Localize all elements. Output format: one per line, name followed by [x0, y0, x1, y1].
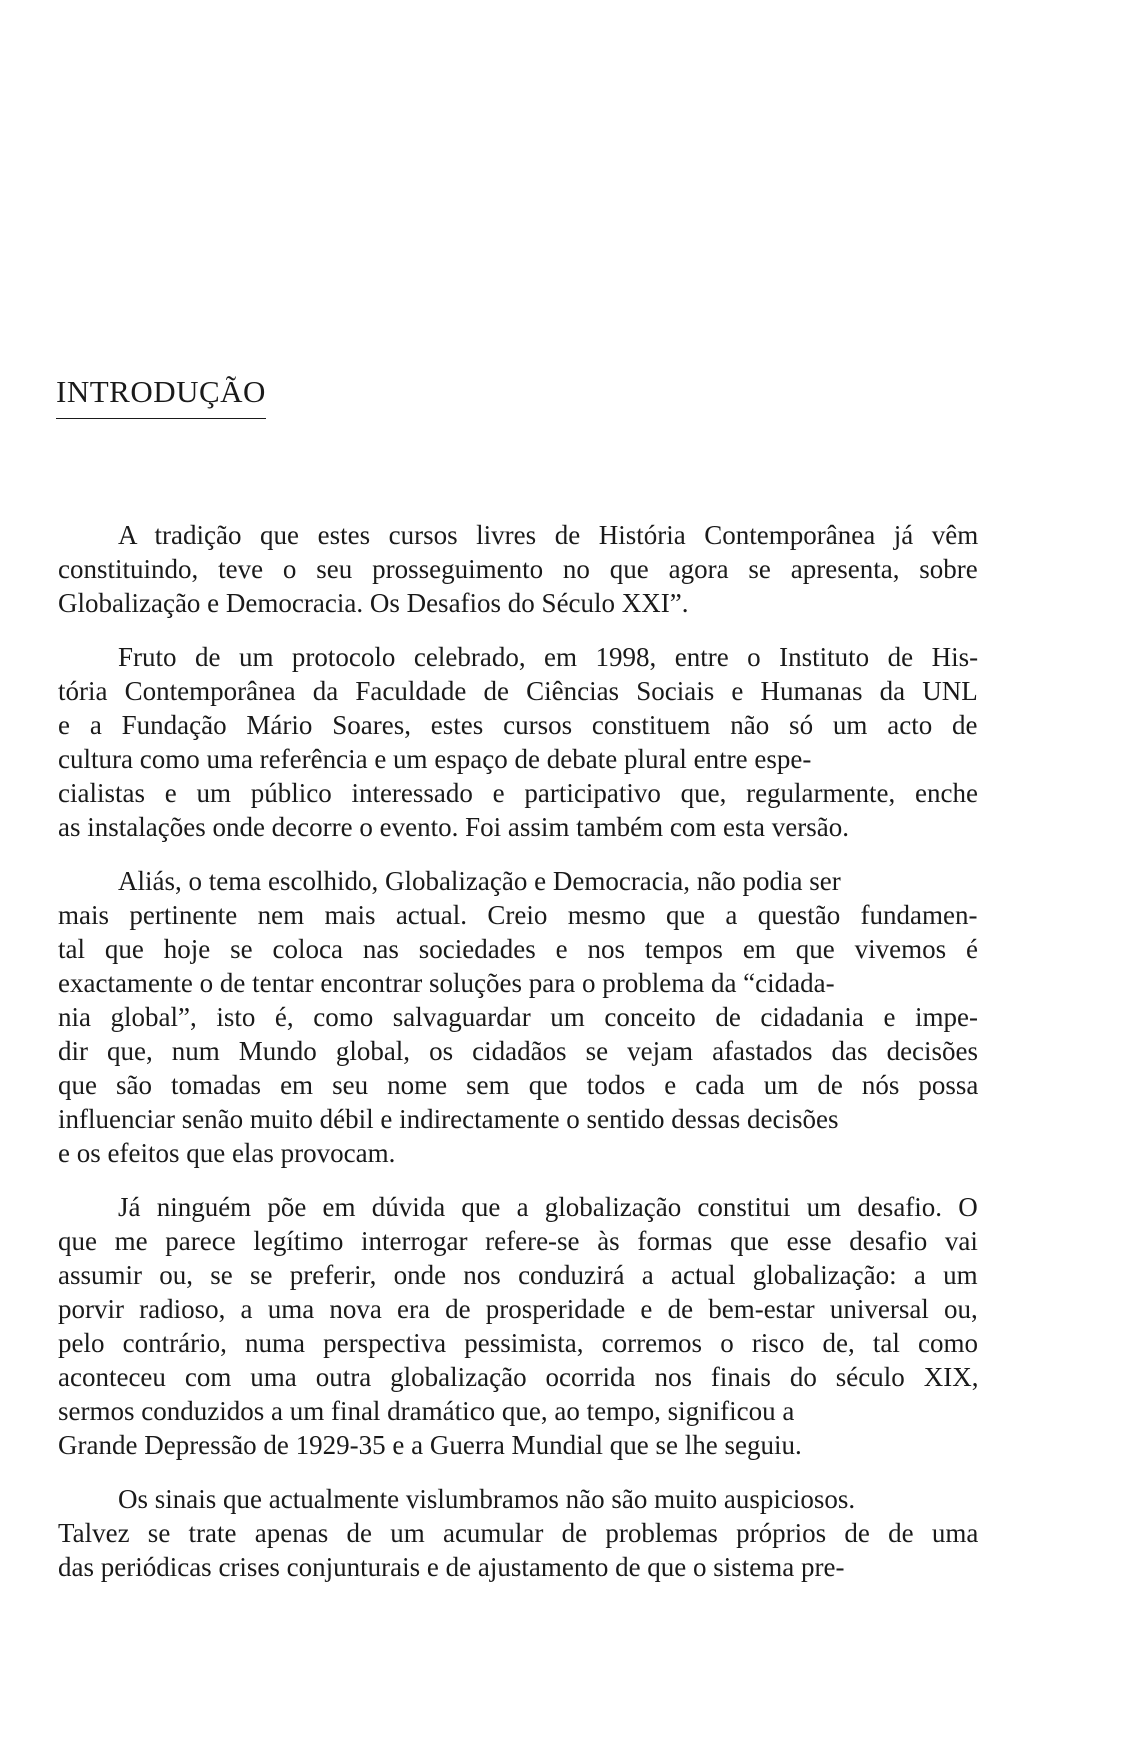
text-line: que me parece legítimo interrogar refere-se às formas que esse desafio vai — [58, 1226, 978, 1256]
text-line: influenciar senão muito débil e indirectamente o sentido dessas decisões — [58, 1104, 839, 1134]
text-line: Fruto de um protocolo celebrado, em 1998, entre o Instituto de His- — [118, 642, 979, 672]
text-line: cultura como uma referência e um espaço de debate plural entre espe- — [58, 744, 812, 774]
text-line: A tradição que estes cursos livres de História Contemporânea já vêm — [118, 520, 979, 550]
text-line: porvir radioso, a uma nova era de prosperidade e de bem-estar universal ou, — [58, 1294, 978, 1324]
text-line: Aliás, o tema escolhido, Globalização e Democracia, não podia ser — [118, 866, 841, 896]
text-line: Globalização e Democracia. Os Desafios do Século XXI”. — [58, 588, 689, 618]
chapter-heading: INTRODUÇÃO — [56, 372, 266, 419]
text-line: Já ninguém põe em dúvida que a globalização constitui um desafio. O — [118, 1192, 978, 1222]
text-line: Os sinais que actualmente vislumbramos não são muito auspiciosos. — [118, 1484, 856, 1514]
text-line: Grande Depressão de 1929-35 e a Guerra Mundial que se lhe seguiu. — [58, 1430, 802, 1460]
text-line: que são tomadas em seu nome sem que todos e cada um de nós possa — [58, 1070, 979, 1100]
text-line: tória Contemporânea da Faculdade de Ciências Sociais e Humanas da UNL — [58, 676, 978, 706]
text-line: pelo contrário, numa perspectiva pessimista, corremos o risco de, tal como — [58, 1328, 979, 1358]
text-line: cialistas e um público interessado e participativo que, regularmente, enche — [58, 778, 978, 808]
text-line: das periódicas crises conjunturais e de ajustamento de que o sistema pre- — [58, 1552, 845, 1582]
text-line: e os efeitos que elas provocam. — [58, 1138, 396, 1168]
text-line: nia global”, isto é, como salvaguardar um conceito de cidadania e impe- — [58, 1002, 978, 1032]
text-line: tal que hoje se coloca nas sociedades e nos tempos em que vivemos é — [58, 934, 978, 964]
text-line: Talvez se trate apenas de um acumular de problemas próprios de de uma — [58, 1518, 979, 1548]
text-line: sermos conduzidos a um final dramático que, ao tempo, significou a — [58, 1396, 795, 1426]
text-line: exactamente o de tentar encontrar soluções para o problema da “cidada- — [58, 968, 835, 998]
text-line: mais pertinente nem mais actual. Creio mesmo que a questão fundamen- — [58, 900, 978, 930]
text-line: as instalações onde decorre o evento. Foi assim também com esta versão. — [58, 812, 850, 842]
text-line: e a Fundação Mário Soares, estes cursos constituem não só um acto de — [58, 710, 978, 740]
text-line: aconteceu com uma outra globalização ocorrida nos finais do século XIX, — [58, 1362, 979, 1392]
text-line: dir que, num Mundo global, os cidadãos se vejam afastados das decisões — [58, 1036, 979, 1066]
text-line: constituindo, teve o seu prosseguimento no que agora se apresenta, sobre — [58, 554, 978, 584]
text-line: assumir ou, se se preferir, onde nos conduzirá a actual globalização: a um — [58, 1260, 978, 1290]
